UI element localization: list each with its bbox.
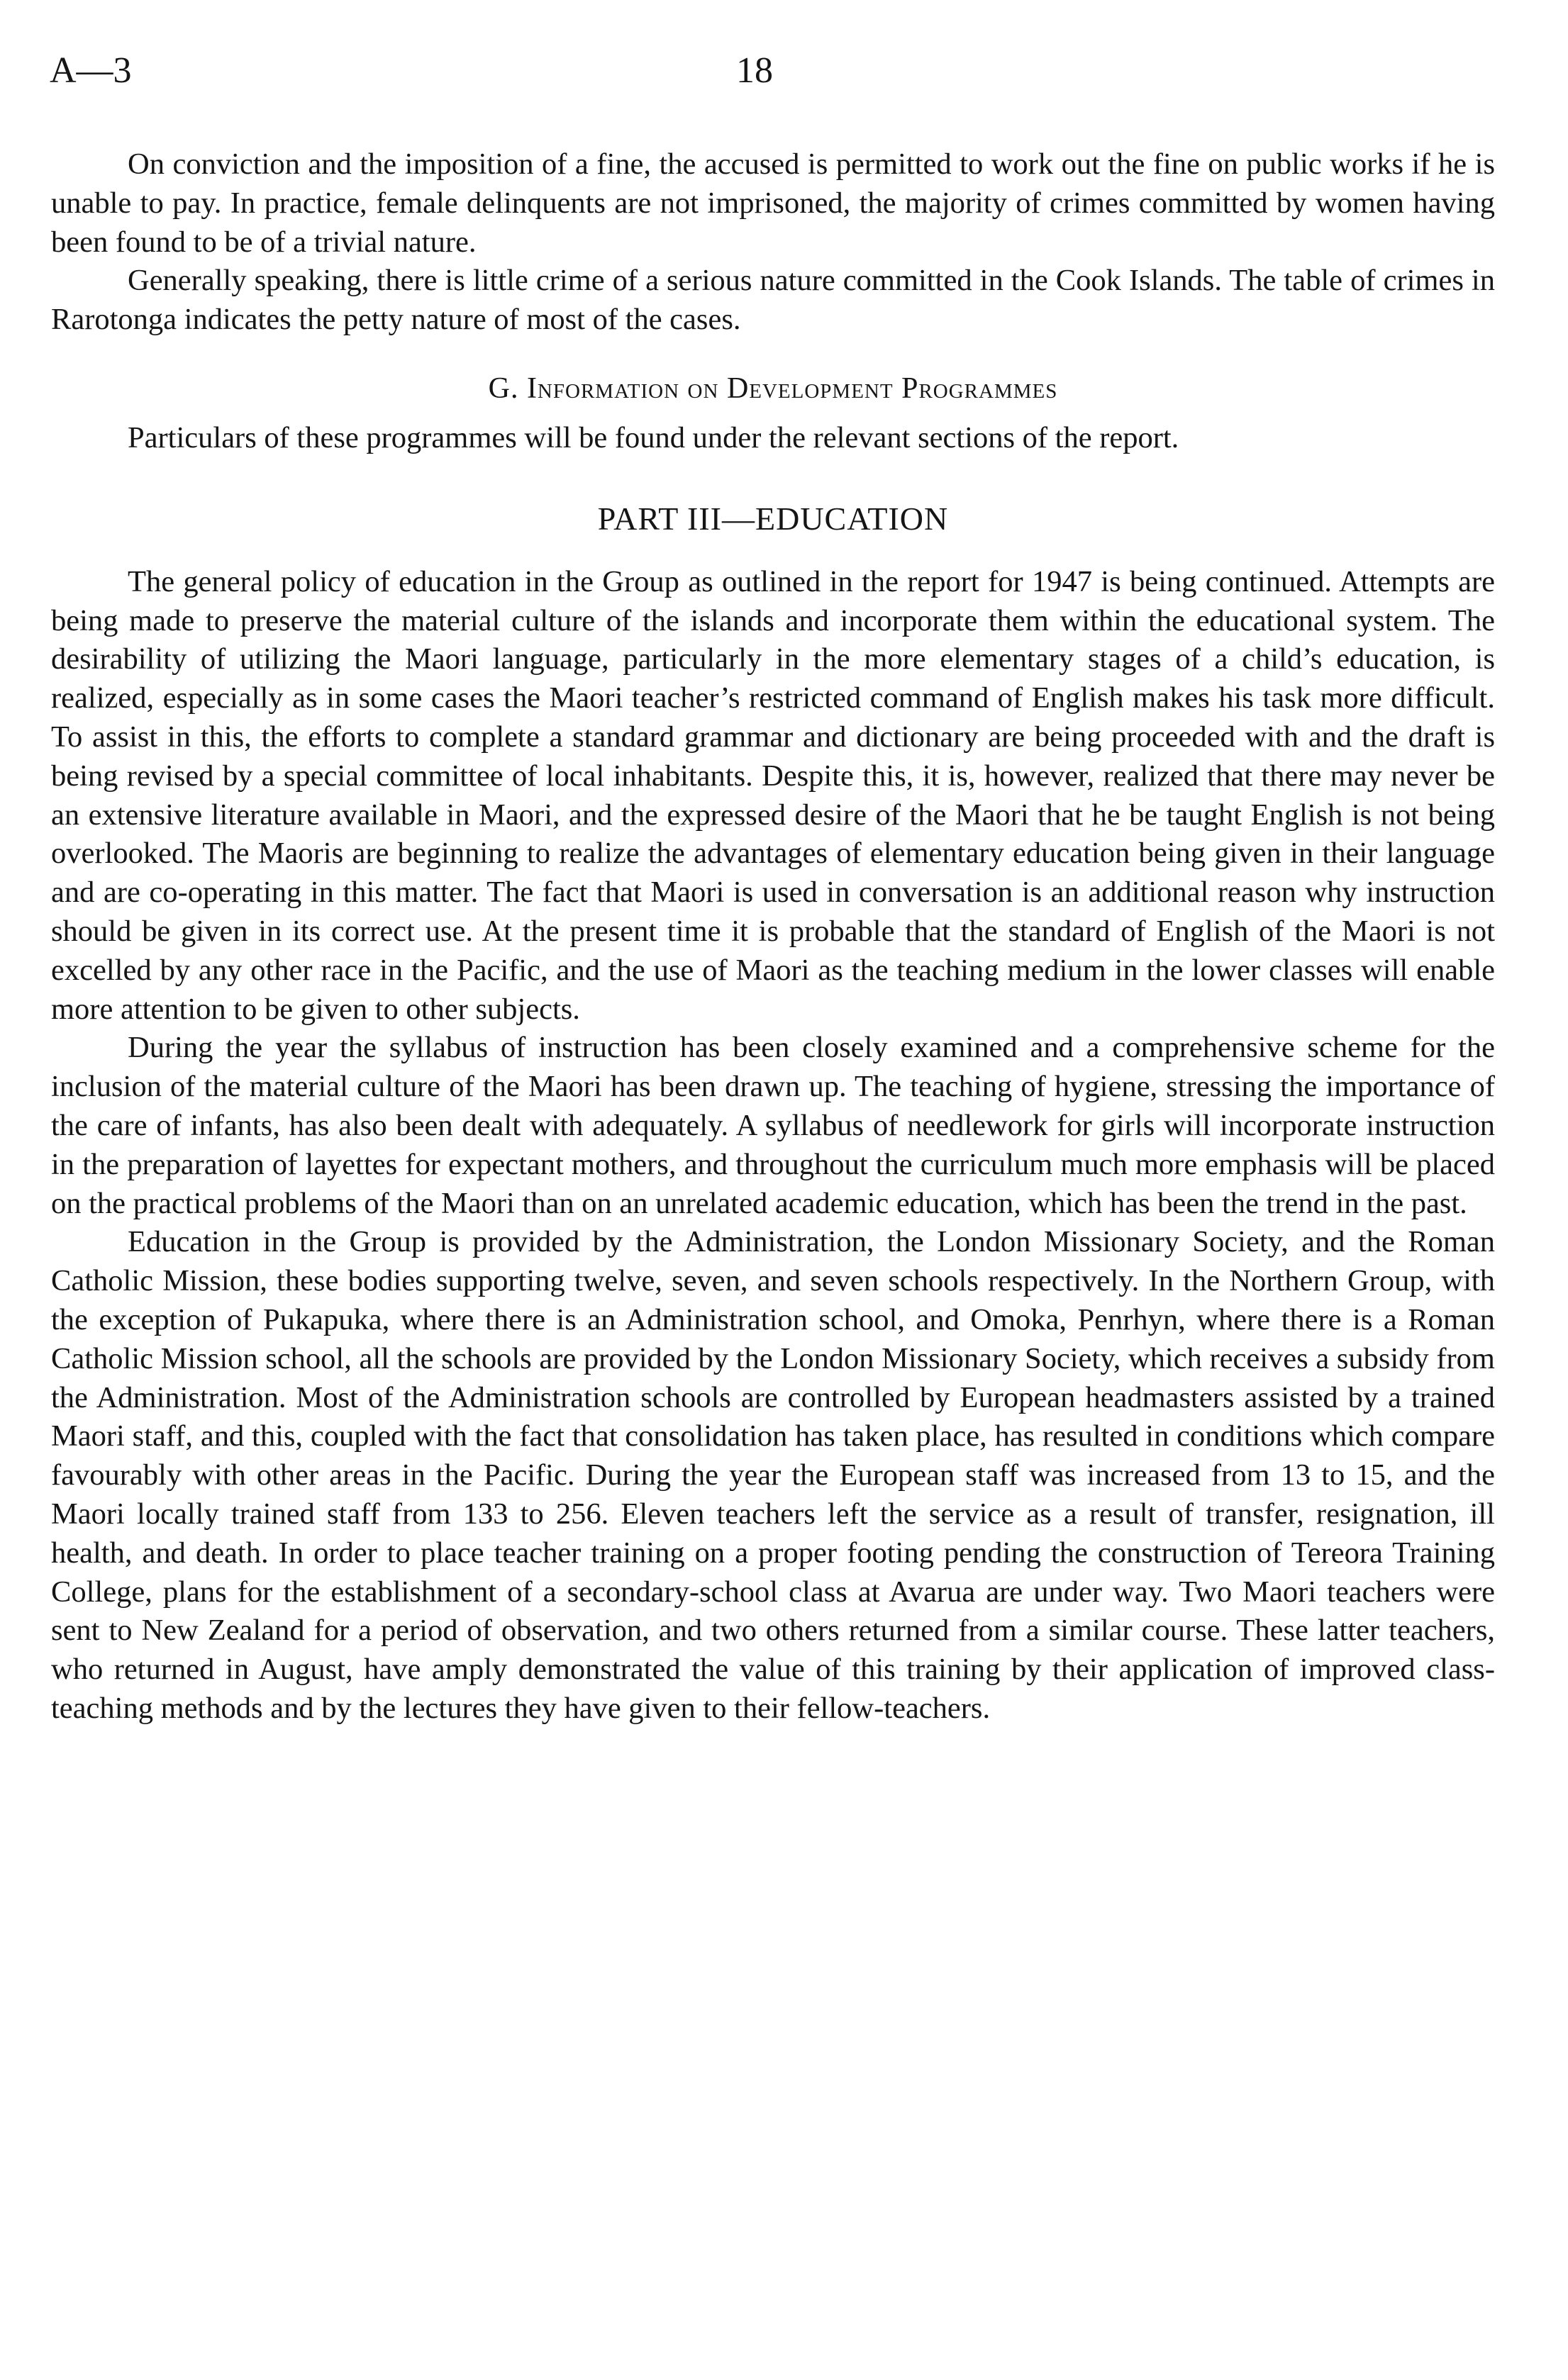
- section-heading-development-programmes: G. Information on Development Programmes: [488, 371, 1058, 405]
- paragraph-education-policy: The general policy of education in the Group as outlined in the report for 1947 is being continued. Attempts are being made to preserve the material culture of the islands and incorporate them within the educational system. The desirability of utilizing the Maori language, particularly in the more elementary stages of a child’s education, is realized, especially as in some cases the Maori teacher’s restricted command of English makes his task more difficult. To assist in this, the efforts to complete a standard grammar and dictionary are being proceeded with and the draft is being revised by a special committee of local inhabitants. Despite this, it is, however, realized that there may never be an extensive literature available in Maori, and the expressed desire of the Maori that he be taught English is not being overlooked. The Maoris are beginning to realize the advantages of elementary education being given in their language and are co-operating in this matter. The fact that Maori is used in conversation is an additional reason why instruction should be given in its correct use. At the present time it is probable that the standard of English of the Maori is not excelled by any other race in the Pacific, and the use of Maori as the teaching medium in the lower classes will enable more attention to be given to other subjects.: [51, 564, 1495, 1026]
- paragraph-crime-summary: Generally speaking, there is little crime of a serious nature committed in the Cook Islands. The table of crimes in Rarotonga indicates the petty nature of most of the cases.: [51, 264, 1495, 337]
- paragraph-development-programmes: Particulars of these programmes will be found under the relevant sections of the report.: [128, 420, 1179, 454]
- page-header: [50, 50, 1496, 106]
- paragraph-education-provision: Education in the Group is provided by the Administration, the London Missionary Society, and the Roman Catholic Mission, these bodies supporting twelve, seven, and seven schools respectively. In the Northern Group, with the exception of Pukapuka, where there is an Administration school, and Omoka, Penrhyn, where there is a Roman Catholic Mission school, all the schools are provided by the London Missionary Society, which receives a subsidy from the Administration. Most of the Administration schools are controlled by European headmasters assisted by a trained Maori staff, and this, coupled with the fact that consolidation has taken place, has resulted in conditions which compare favourably with other areas in the Pacific. During the year the European staff was increased from 13 to 15, and the Maori locally trained staff from 133 to 256. Eleven teachers left the service as a result of transfer, resignation, ill health, and death. In order to place teacher training on a proper footing pending the construction of Tereora Training College, plans for the establishment of a secondary-school class at Avarua are under way. Two Maori teachers were sent to New Zealand for a period of observation, and two others returned from a similar course. These latter teachers, who returned in August, have amply demonstrated the value of this training by their application of improved class-teaching methods and by the lectures they have given to their fellow-teachers.: [51, 1225, 1495, 1725]
- page-number: 18: [736, 50, 773, 91]
- document-reference: A—3: [50, 50, 132, 91]
- part-heading-education: PART III—EDUCATION: [597, 500, 949, 537]
- paragraph-syllabus: During the year the syllabus of instruction has been closely examined and a comprehensive scheme for the inclusion of the material culture of the Maori has been drawn up. The teaching of hygiene, stressing the importance of the care of infants, has also been dealt with adequately. A syllabus of needlework for girls will incorporate instruction in the preparation of layettes for expectant mothers, and throughout the curriculum much more emphasis will be placed on the practical problems of the Maori than on an unrelated academic education, which has been the trend in the past.: [51, 1031, 1495, 1220]
- paragraph-fines: On conviction and the imposition of a fine, the accused is permitted to work out the fine on public works if he is unable to pay. In practice, female delinquents are not imprisoned, the majority of crimes committed by women having been found to be of a trivial nature.: [51, 147, 1495, 259]
- page-body: [51, 145, 1495, 1728]
